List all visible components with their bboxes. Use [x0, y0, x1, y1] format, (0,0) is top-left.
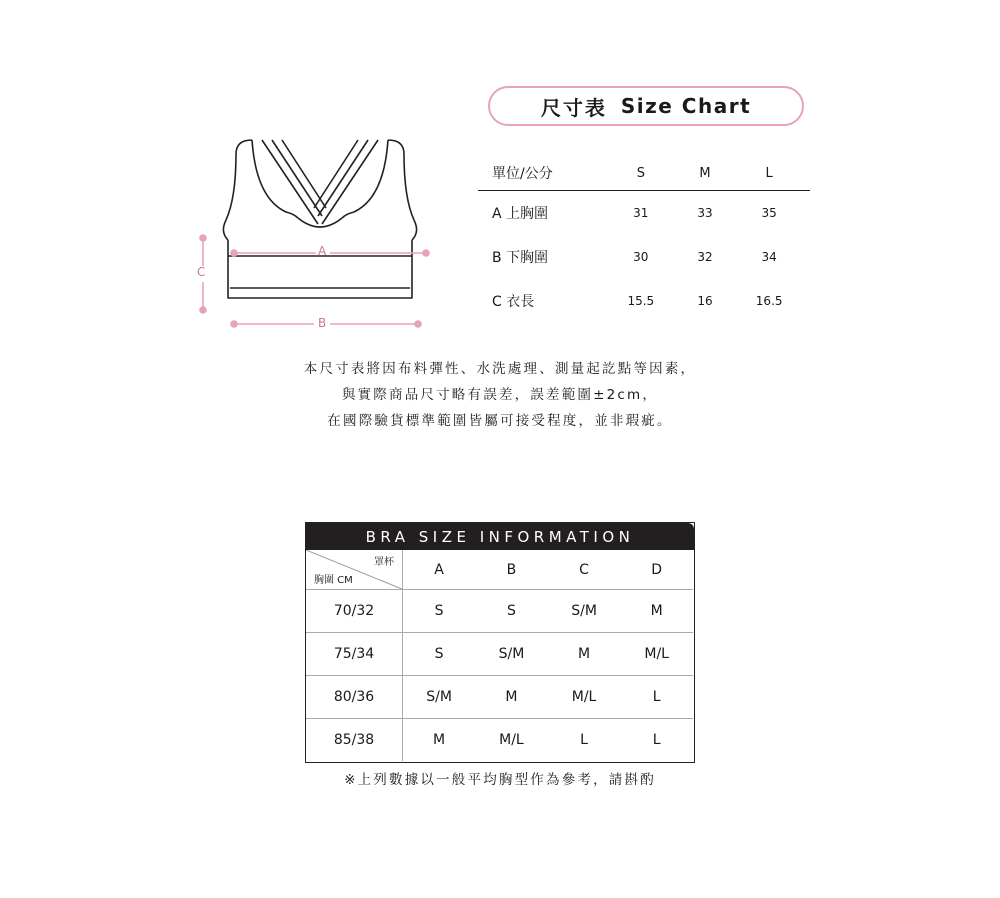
size-cell: L: [548, 719, 621, 762]
size-cell: S: [403, 590, 476, 633]
chest-size: 80/36: [306, 676, 403, 719]
measure-value: 31: [633, 206, 649, 220]
measure-label-c: C: [197, 265, 206, 279]
size-cell: L: [620, 676, 693, 719]
table-row: [478, 279, 810, 323]
size-cell: M/L: [548, 676, 621, 719]
measure-label-b: B: [318, 316, 327, 330]
measure-value: 30: [633, 250, 649, 264]
size-cell: S/M: [403, 676, 476, 719]
bra-table-note: ※上列數據以一般平均胸型作為參考，請斟酌: [344, 772, 656, 788]
size-chart-header-row: [478, 156, 810, 191]
size-cell: L: [620, 719, 693, 762]
chest-size: 75/34: [306, 633, 403, 676]
size-header: M: [682, 156, 729, 191]
size-cell: M: [620, 590, 693, 633]
size-cell: S/M: [475, 633, 548, 676]
corner-cup-label: 罩杯: [374, 557, 394, 568]
table-row: [306, 719, 693, 762]
bra-table-header: BRA SIZE INFORMATION: [306, 523, 694, 550]
size-cell: M: [403, 719, 476, 762]
title-zh: 尺寸表: [540, 95, 607, 120]
measure-label: C 衣長: [492, 294, 535, 310]
size-cell: S: [475, 590, 548, 633]
size-cell: M: [475, 676, 548, 719]
size-header: L: [728, 156, 810, 191]
measure-value: 35: [761, 206, 777, 220]
measure-label: B 下胸圍: [492, 250, 549, 266]
size-cell: M: [548, 633, 621, 676]
measure-value: 32: [697, 250, 713, 264]
size-chart-table: [478, 156, 810, 323]
measure-value: 16.5: [755, 294, 783, 308]
note-line: 本尺寸表將因布料彈性、水洗處理、測量起訖點等因素，: [303, 361, 697, 377]
bra-size-table: [305, 522, 695, 763]
size-chart-title: [488, 86, 804, 126]
bra-diagram: [190, 128, 450, 338]
bra-corner-cell: [306, 550, 403, 590]
table-row: [306, 590, 693, 633]
size-cell: M/L: [620, 633, 693, 676]
unit-label: 單位/公分: [478, 156, 600, 191]
bra-header-row: [306, 550, 693, 590]
size-cell: S/M: [548, 590, 621, 633]
cup-header: B: [506, 561, 517, 578]
chest-size: 85/38: [306, 719, 403, 762]
cup-header: A: [434, 561, 444, 578]
measure-value: 16: [697, 294, 713, 308]
chest-size: 70/32: [306, 590, 403, 633]
title-en: Size Chart: [620, 94, 752, 118]
note-line: 在國際驗貨標準範圍皆屬可接受程度，並非瑕疵。: [327, 413, 673, 429]
table-row: [478, 191, 810, 236]
cup-header: D: [651, 561, 663, 578]
measure-value: 15.5: [627, 294, 655, 308]
measure-value: 33: [697, 206, 713, 220]
corner-chest-label: 胸圍 CM: [314, 575, 353, 586]
measure-label: A 上胸圍: [492, 206, 549, 222]
size-cell: M/L: [475, 719, 548, 762]
size-cell: S: [403, 633, 476, 676]
size-notes: [230, 356, 770, 434]
cup-header: C: [579, 561, 589, 578]
size-header: S: [600, 156, 682, 191]
measure-value: 34: [761, 250, 777, 264]
note-line: 與實際商品尺寸略有誤差，誤差範圍±2cm，: [341, 387, 659, 403]
measure-label-a: A: [318, 244, 327, 258]
table-row: [478, 235, 810, 279]
table-row: [306, 676, 693, 719]
table-row: [306, 633, 693, 676]
